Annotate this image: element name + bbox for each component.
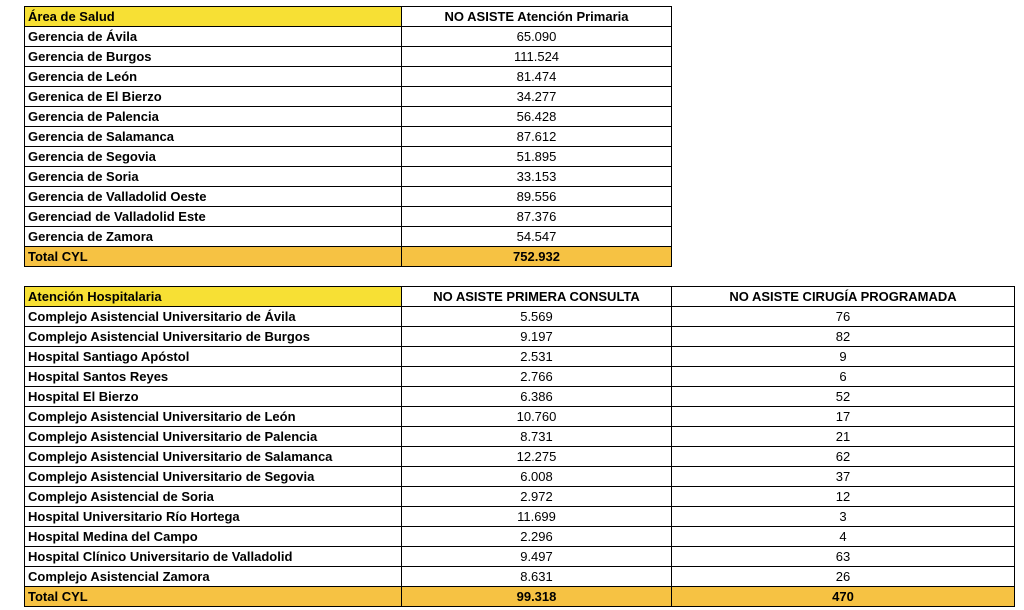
primary-column-header: Área de Salud — [25, 7, 402, 27]
hospital-table-row — [25, 547, 1015, 567]
hospital-value-cell: 3 — [672, 507, 1015, 527]
primary-table-row — [25, 187, 672, 207]
primary-row-label: Gerencia de León — [25, 67, 402, 87]
hospital-value-cell: 11.699 — [402, 507, 672, 527]
hospital-row-label: Complejo Asistencial Zamora — [25, 567, 402, 587]
primary-value-cell: 111.524 — [402, 47, 672, 67]
hospital-table-row — [25, 307, 1015, 327]
primary-table-row — [25, 87, 672, 107]
hospital-value-cell: 2.766 — [402, 367, 672, 387]
hospital-column-header: Atención Hospitalaria — [25, 287, 402, 307]
primary-row-label: Gerencia de Segovia — [25, 147, 402, 167]
hospital-row-label: Complejo Asistencial Universitario de Palencia — [25, 427, 402, 447]
hospital-value-cell: 6 — [672, 367, 1015, 387]
hospital-table-row — [25, 487, 1015, 507]
hospital-value-cell: 8.731 — [402, 427, 672, 447]
primary-care-table-body — [25, 7, 672, 267]
primary-value-cell: 51.895 — [402, 147, 672, 167]
primary-column-header: NO ASISTE Atención Primaria — [402, 7, 672, 27]
primary-value-cell: 33.153 — [402, 167, 672, 187]
hospital-table-row — [25, 407, 1015, 427]
hospital-total-value: 99.318 — [402, 587, 672, 607]
hospital-value-cell: 12 — [672, 487, 1015, 507]
primary-row-label: Gerencia de Ávila — [25, 27, 402, 47]
hospital-row-label: Complejo Asistencial Universitario de León — [25, 407, 402, 427]
hospital-value-cell: 63 — [672, 547, 1015, 567]
hospital-total-row — [25, 587, 1015, 607]
primary-value-cell: 54.547 — [402, 227, 672, 247]
hospital-value-cell: 12.275 — [402, 447, 672, 467]
primary-row-label: Gerencia de Zamora — [25, 227, 402, 247]
hospital-header-row — [25, 287, 1015, 307]
hospital-value-cell: 52 — [672, 387, 1015, 407]
hospital-row-label: Hospital Clínico Universitario de Valladolid — [25, 547, 402, 567]
primary-care-table — [24, 6, 672, 267]
hospital-total-label: Total CYL — [25, 587, 402, 607]
hospital-care-table-body — [25, 287, 1015, 607]
hospital-value-cell: 2.296 — [402, 527, 672, 547]
primary-table-row — [25, 27, 672, 47]
primary-value-cell: 65.090 — [402, 27, 672, 47]
hospital-value-cell: 82 — [672, 327, 1015, 347]
hospital-table-row — [25, 467, 1015, 487]
hospital-row-label: Complejo Asistencial Universitario de Burgos — [25, 327, 402, 347]
hospital-table-row — [25, 567, 1015, 587]
hospital-value-cell: 6.386 — [402, 387, 672, 407]
primary-value-cell: 87.376 — [402, 207, 672, 227]
hospital-table-row — [25, 427, 1015, 447]
primary-table-row — [25, 167, 672, 187]
hospital-table-row — [25, 507, 1015, 527]
hospital-value-cell: 21 — [672, 427, 1015, 447]
primary-row-label: Gerencia de Soria — [25, 167, 402, 187]
hospital-value-cell: 9.197 — [402, 327, 672, 347]
hospital-table-row — [25, 387, 1015, 407]
hospital-value-cell: 26 — [672, 567, 1015, 587]
primary-total-label: Total CYL — [25, 247, 402, 267]
primary-total-row — [25, 247, 672, 267]
hospital-value-cell: 17 — [672, 407, 1015, 427]
primary-row-label: Gerencia de Palencia — [25, 107, 402, 127]
primary-row-label: Gerencia de Salamanca — [25, 127, 402, 147]
hospital-table-row — [25, 347, 1015, 367]
primary-table-row — [25, 127, 672, 147]
hospital-row-label: Complejo Asistencial Universitario de Segovia — [25, 467, 402, 487]
hospital-table-row — [25, 367, 1015, 387]
hospital-total-value: 470 — [672, 587, 1015, 607]
hospital-column-header: NO ASISTE PRIMERA CONSULTA — [402, 287, 672, 307]
hospital-care-table — [24, 286, 1015, 607]
hospital-row-label: Hospital Santos Reyes — [25, 367, 402, 387]
hospital-row-label: Complejo Asistencial de Soria — [25, 487, 402, 507]
primary-table-row — [25, 67, 672, 87]
hospital-value-cell: 9.497 — [402, 547, 672, 567]
hospital-value-cell: 5.569 — [402, 307, 672, 327]
hospital-value-cell: 76 — [672, 307, 1015, 327]
hospital-value-cell: 37 — [672, 467, 1015, 487]
primary-table-row — [25, 47, 672, 67]
hospital-table-row — [25, 327, 1015, 347]
hospital-value-cell: 9 — [672, 347, 1015, 367]
primary-total-value: 752.932 — [402, 247, 672, 267]
primary-value-cell: 87.612 — [402, 127, 672, 147]
hospital-table-row — [25, 447, 1015, 467]
primary-header-row — [25, 7, 672, 27]
primary-table-row — [25, 227, 672, 247]
primary-row-label: Gerencia de Valladolid Oeste — [25, 187, 402, 207]
hospital-table-row — [25, 527, 1015, 547]
primary-row-label: Gerencia de Burgos — [25, 47, 402, 67]
primary-table-row — [25, 207, 672, 227]
hospital-row-label: Complejo Asistencial Universitario de Salamanca — [25, 447, 402, 467]
hospital-row-label: Complejo Asistencial Universitario de Ávila — [25, 307, 402, 327]
primary-value-cell: 34.277 — [402, 87, 672, 107]
primary-table-row — [25, 107, 672, 127]
primary-value-cell: 56.428 — [402, 107, 672, 127]
primary-value-cell: 89.556 — [402, 187, 672, 207]
primary-value-cell: 81.474 — [402, 67, 672, 87]
hospital-row-label: Hospital Medina del Campo — [25, 527, 402, 547]
hospital-row-label: Hospital Universitario Río Hortega — [25, 507, 402, 527]
primary-row-label: Gerenciad de Valladolid Este — [25, 207, 402, 227]
hospital-value-cell: 4 — [672, 527, 1015, 547]
hospital-column-header: NO ASISTE CIRUGÍA PROGRAMADA — [672, 287, 1015, 307]
hospital-row-label: Hospital Santiago Apóstol — [25, 347, 402, 367]
hospital-value-cell: 62 — [672, 447, 1015, 467]
hospital-value-cell: 6.008 — [402, 467, 672, 487]
hospital-value-cell: 10.760 — [402, 407, 672, 427]
hospital-value-cell: 8.631 — [402, 567, 672, 587]
hospital-row-label: Hospital El Bierzo — [25, 387, 402, 407]
hospital-value-cell: 2.972 — [402, 487, 672, 507]
hospital-value-cell: 2.531 — [402, 347, 672, 367]
primary-row-label: Gerenica de El Bierzo — [25, 87, 402, 107]
primary-table-row — [25, 147, 672, 167]
